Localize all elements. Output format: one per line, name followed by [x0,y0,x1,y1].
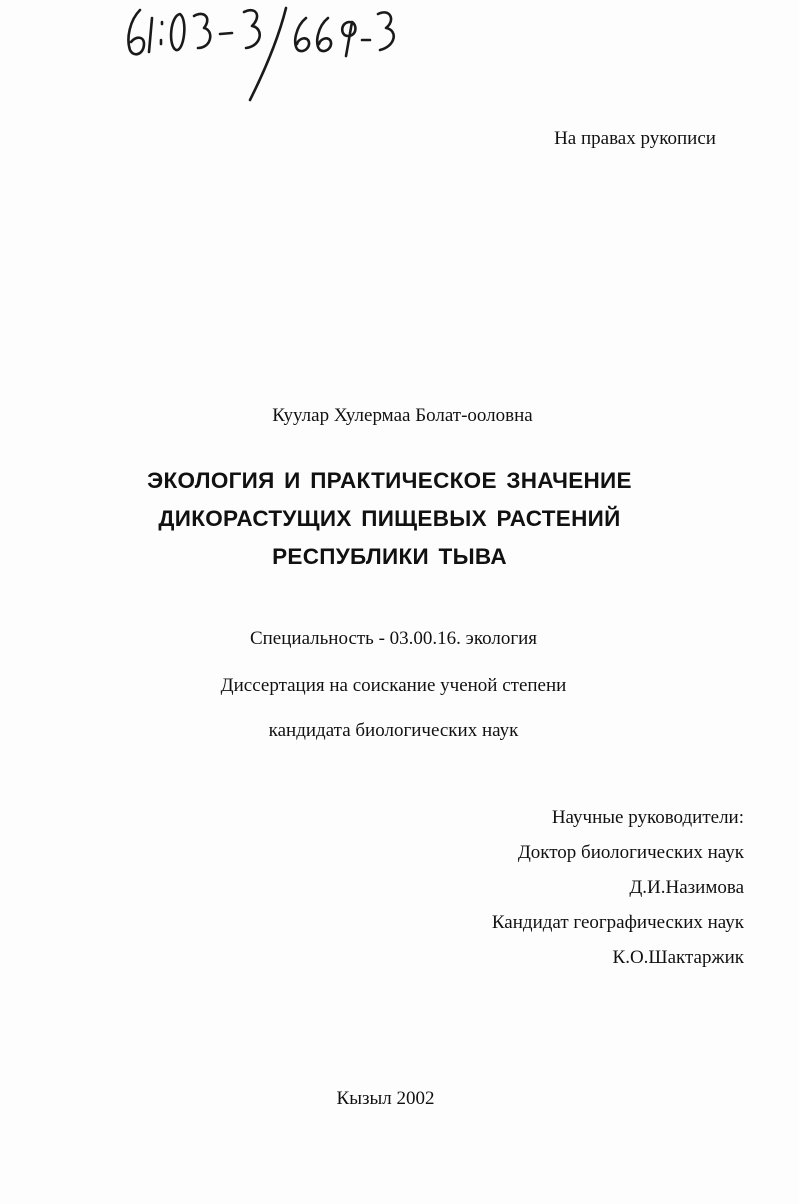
handwritten-number-drawing [118,0,418,110]
title-line: ЭКОЛОГИЯ И ПРАКТИЧЕСКОЕ ЗНАЧЕНИЕ [147,468,632,493]
dissertation-title [0,462,799,576]
handwritten-archive-number [118,0,418,110]
specialty-line: Специальность - 03.00.16. экология [249,628,538,649]
degree-line: кандидата биологических наук [268,720,519,741]
title-line: РЕСПУБЛИКИ ТЫВА [272,544,507,569]
rights-note: На правах рукописи [554,128,716,149]
supervisor-line: Доктор биологических наук [517,842,744,863]
supervisors-heading: Научные руководители: [551,807,744,828]
dissertation-degree-line: Диссертация на соискание ученой степени [220,675,567,696]
supervisors-block [492,800,744,975]
title-line: ДИКОРАСТУЩИХ ПИЩЕВЫХ РАСТЕНИЙ [158,506,621,531]
city-year: Кызыл 2002 [336,1088,435,1109]
supervisor-line: К.О.Шактаржик [612,947,744,968]
author-name: Куулар Хулермаа Болат-ооловна [272,405,533,426]
supervisor-line: Кандидат географических наук [491,912,744,933]
supervisor-line: Д.И.Назимова [629,877,744,898]
